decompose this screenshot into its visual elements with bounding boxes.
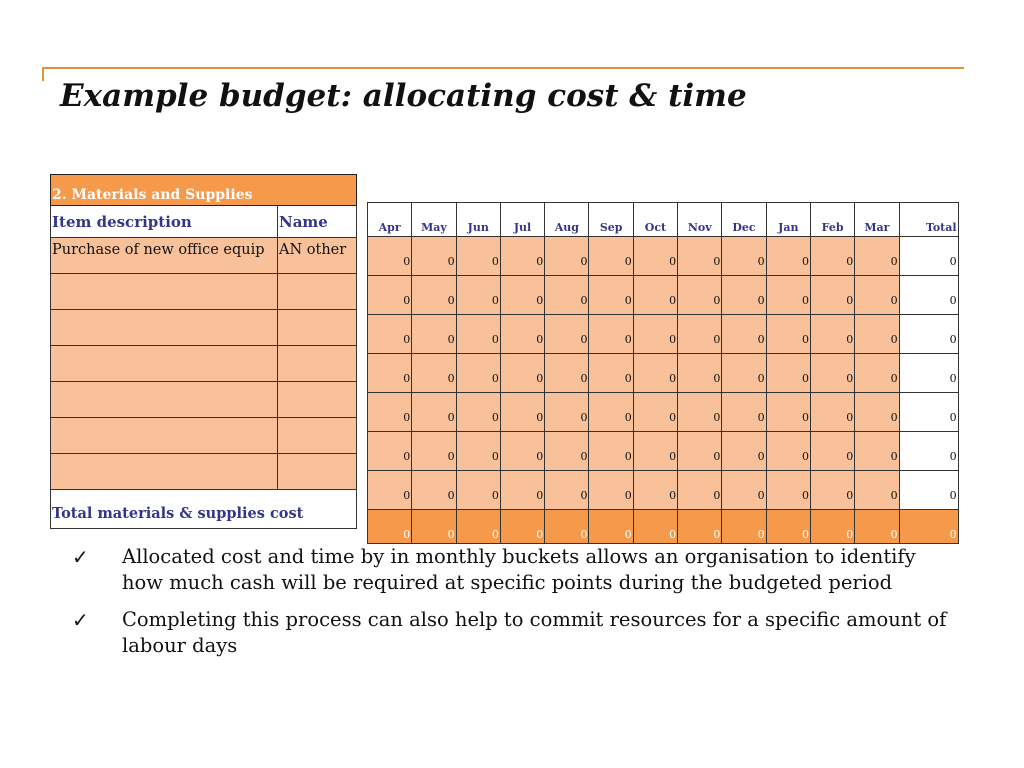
row-total-cell: 0 (899, 354, 958, 393)
month-value-cell: 0 (589, 432, 633, 471)
month-value-cell: 0 (810, 432, 854, 471)
item-description-cell (51, 274, 278, 310)
month-total-cell: 0 (500, 510, 544, 544)
month-value-cell: 0 (545, 315, 589, 354)
month-value-cell: 0 (633, 432, 677, 471)
month-header-jul: Jul (500, 203, 544, 237)
month-value-cell: 0 (412, 315, 456, 354)
month-value-cell: 0 (456, 432, 500, 471)
month-value-cell: 0 (810, 354, 854, 393)
item-name-cell (278, 418, 357, 454)
allocation-row (368, 354, 959, 393)
month-value-cell: 0 (855, 237, 899, 276)
item-description-header: Item description (51, 206, 278, 238)
month-value-cell: 0 (412, 354, 456, 393)
item-row (51, 454, 357, 490)
checkmark-icon: ✓ (72, 545, 89, 569)
monthly-allocation-body (368, 237, 959, 510)
month-value-cell: 0 (722, 432, 766, 471)
month-total-cell: 0 (589, 510, 633, 544)
month-value-cell: 0 (855, 315, 899, 354)
item-description-cell (51, 418, 278, 454)
bullet-list (72, 544, 972, 670)
month-value-cell: 0 (766, 237, 810, 276)
row-total-cell: 0 (899, 276, 958, 315)
slide-title: Example budget: allocating cost & time (60, 78, 747, 114)
month-value-cell: 0 (368, 471, 412, 510)
month-value-cell: 0 (412, 276, 456, 315)
month-value-cell: 0 (855, 393, 899, 432)
bullet-text: Allocated cost and time by in monthly buckets allows an organisation to identify how much cash will be required at specific points during the budgeted period (122, 545, 916, 594)
month-value-cell: 0 (456, 237, 500, 276)
month-value-cell: 0 (678, 237, 722, 276)
month-value-cell: 0 (368, 315, 412, 354)
month-value-cell: 0 (500, 315, 544, 354)
month-value-cell: 0 (678, 432, 722, 471)
month-value-cell: 0 (678, 354, 722, 393)
items-table (50, 174, 357, 529)
row-total-cell: 0 (899, 393, 958, 432)
month-value-cell: 0 (678, 315, 722, 354)
month-header-mar: Mar (855, 203, 899, 237)
allocation-row (368, 432, 959, 471)
month-value-cell: 0 (766, 315, 810, 354)
month-value-cell: 0 (500, 432, 544, 471)
item-name-cell (278, 310, 357, 346)
allocation-row (368, 315, 959, 354)
item-row (51, 418, 357, 454)
item-row (51, 382, 357, 418)
month-value-cell: 0 (722, 276, 766, 315)
month-value-cell: 0 (766, 393, 810, 432)
month-value-cell: 0 (412, 393, 456, 432)
month-total-cell: 0 (545, 510, 589, 544)
item-name-cell (278, 274, 357, 310)
month-header-aug: Aug (545, 203, 589, 237)
month-total-cell: 0 (722, 510, 766, 544)
month-value-cell: 0 (456, 471, 500, 510)
month-value-cell: 0 (589, 276, 633, 315)
month-header-jan: Jan (766, 203, 810, 237)
month-total-cell: 0 (678, 510, 722, 544)
month-header-jun: Jun (456, 203, 500, 237)
month-value-cell: 0 (456, 276, 500, 315)
month-value-cell: 0 (545, 354, 589, 393)
total-materials-label: Total materials & supplies cost (51, 490, 357, 529)
total-header: Total (899, 203, 958, 237)
month-value-cell: 0 (589, 471, 633, 510)
month-header-oct: Oct (633, 203, 677, 237)
item-description-cell (51, 346, 278, 382)
month-value-cell: 0 (456, 354, 500, 393)
month-value-cell: 0 (545, 276, 589, 315)
month-value-cell: 0 (722, 315, 766, 354)
monthly-totals-row (368, 510, 959, 544)
month-value-cell: 0 (545, 432, 589, 471)
month-value-cell: 0 (589, 237, 633, 276)
month-value-cell: 0 (545, 393, 589, 432)
month-value-cell: 0 (855, 276, 899, 315)
month-value-cell: 0 (368, 276, 412, 315)
month-value-cell: 0 (678, 471, 722, 510)
month-value-cell: 0 (766, 276, 810, 315)
month-value-cell: 0 (633, 237, 677, 276)
item-description-cell (51, 310, 278, 346)
month-value-cell: 0 (678, 393, 722, 432)
item-row (51, 310, 357, 346)
item-row (51, 274, 357, 310)
item-row (51, 346, 357, 382)
monthly-allocation-table (367, 202, 959, 544)
month-value-cell: 0 (368, 432, 412, 471)
month-value-cell: 0 (633, 393, 677, 432)
month-total-cell: 0 (766, 510, 810, 544)
month-total-cell: 0 (456, 510, 500, 544)
name-header: Name (278, 206, 357, 238)
month-header-row (368, 203, 959, 237)
item-name-cell (278, 382, 357, 418)
month-value-cell: 0 (633, 276, 677, 315)
month-total-cell: 0 (633, 510, 677, 544)
month-value-cell: 0 (589, 393, 633, 432)
items-table-body (51, 238, 357, 490)
month-value-cell: 0 (633, 315, 677, 354)
month-value-cell: 0 (855, 432, 899, 471)
month-value-cell: 0 (678, 276, 722, 315)
month-value-cell: 0 (810, 471, 854, 510)
allocation-row (368, 276, 959, 315)
grand-total-cell: 0 (899, 510, 958, 544)
month-value-cell: 0 (412, 432, 456, 471)
bullet-item (72, 544, 972, 596)
month-value-cell: 0 (766, 471, 810, 510)
month-value-cell: 0 (456, 315, 500, 354)
month-value-cell: 0 (368, 237, 412, 276)
month-value-cell: 0 (766, 354, 810, 393)
top-accent-rule (42, 67, 964, 69)
month-total-cell: 0 (810, 510, 854, 544)
allocation-row (368, 237, 959, 276)
section-label: 2. Materials and Supplies (51, 175, 357, 206)
item-description-cell (51, 454, 278, 490)
month-header-dec: Dec (722, 203, 766, 237)
month-total-cell: 0 (412, 510, 456, 544)
allocation-row (368, 471, 959, 510)
item-name-cell: AN other (278, 238, 357, 274)
month-value-cell: 0 (766, 432, 810, 471)
month-value-cell: 0 (633, 471, 677, 510)
month-value-cell: 0 (545, 237, 589, 276)
month-value-cell: 0 (722, 354, 766, 393)
month-header-nov: Nov (678, 203, 722, 237)
month-header-may: May (412, 203, 456, 237)
month-value-cell: 0 (810, 315, 854, 354)
allocation-row (368, 393, 959, 432)
month-value-cell: 0 (500, 237, 544, 276)
month-value-cell: 0 (500, 276, 544, 315)
month-value-cell: 0 (589, 354, 633, 393)
top-accent-tick (42, 67, 44, 81)
item-name-cell (278, 454, 357, 490)
month-value-cell: 0 (810, 276, 854, 315)
month-value-cell: 0 (633, 354, 677, 393)
bullet-item (72, 607, 972, 659)
item-row (51, 238, 357, 274)
item-description-cell: Purchase of new office equip (51, 238, 278, 274)
row-total-cell: 0 (899, 471, 958, 510)
month-total-cell: 0 (368, 510, 412, 544)
row-total-cell: 0 (899, 432, 958, 471)
month-value-cell: 0 (368, 354, 412, 393)
item-name-cell (278, 346, 357, 382)
month-value-cell: 0 (500, 354, 544, 393)
row-total-cell: 0 (899, 237, 958, 276)
month-value-cell: 0 (810, 237, 854, 276)
month-value-cell: 0 (589, 315, 633, 354)
month-value-cell: 0 (412, 237, 456, 276)
item-description-cell (51, 382, 278, 418)
month-value-cell: 0 (810, 393, 854, 432)
month-value-cell: 0 (722, 471, 766, 510)
month-value-cell: 0 (368, 393, 412, 432)
month-total-cell: 0 (855, 510, 899, 544)
month-header-feb: Feb (810, 203, 854, 237)
month-header-apr: Apr (368, 203, 412, 237)
month-value-cell: 0 (456, 393, 500, 432)
month-value-cell: 0 (500, 471, 544, 510)
month-value-cell: 0 (722, 393, 766, 432)
row-total-cell: 0 (899, 315, 958, 354)
month-value-cell: 0 (545, 471, 589, 510)
month-value-cell: 0 (855, 354, 899, 393)
month-value-cell: 0 (855, 471, 899, 510)
month-header-sep: Sep (589, 203, 633, 237)
month-value-cell: 0 (412, 471, 456, 510)
checkmark-icon: ✓ (72, 608, 89, 632)
month-value-cell: 0 (500, 393, 544, 432)
bullet-text: Completing this process can also help to commit resources for a specific amount of labour days (122, 608, 947, 657)
month-value-cell: 0 (722, 237, 766, 276)
